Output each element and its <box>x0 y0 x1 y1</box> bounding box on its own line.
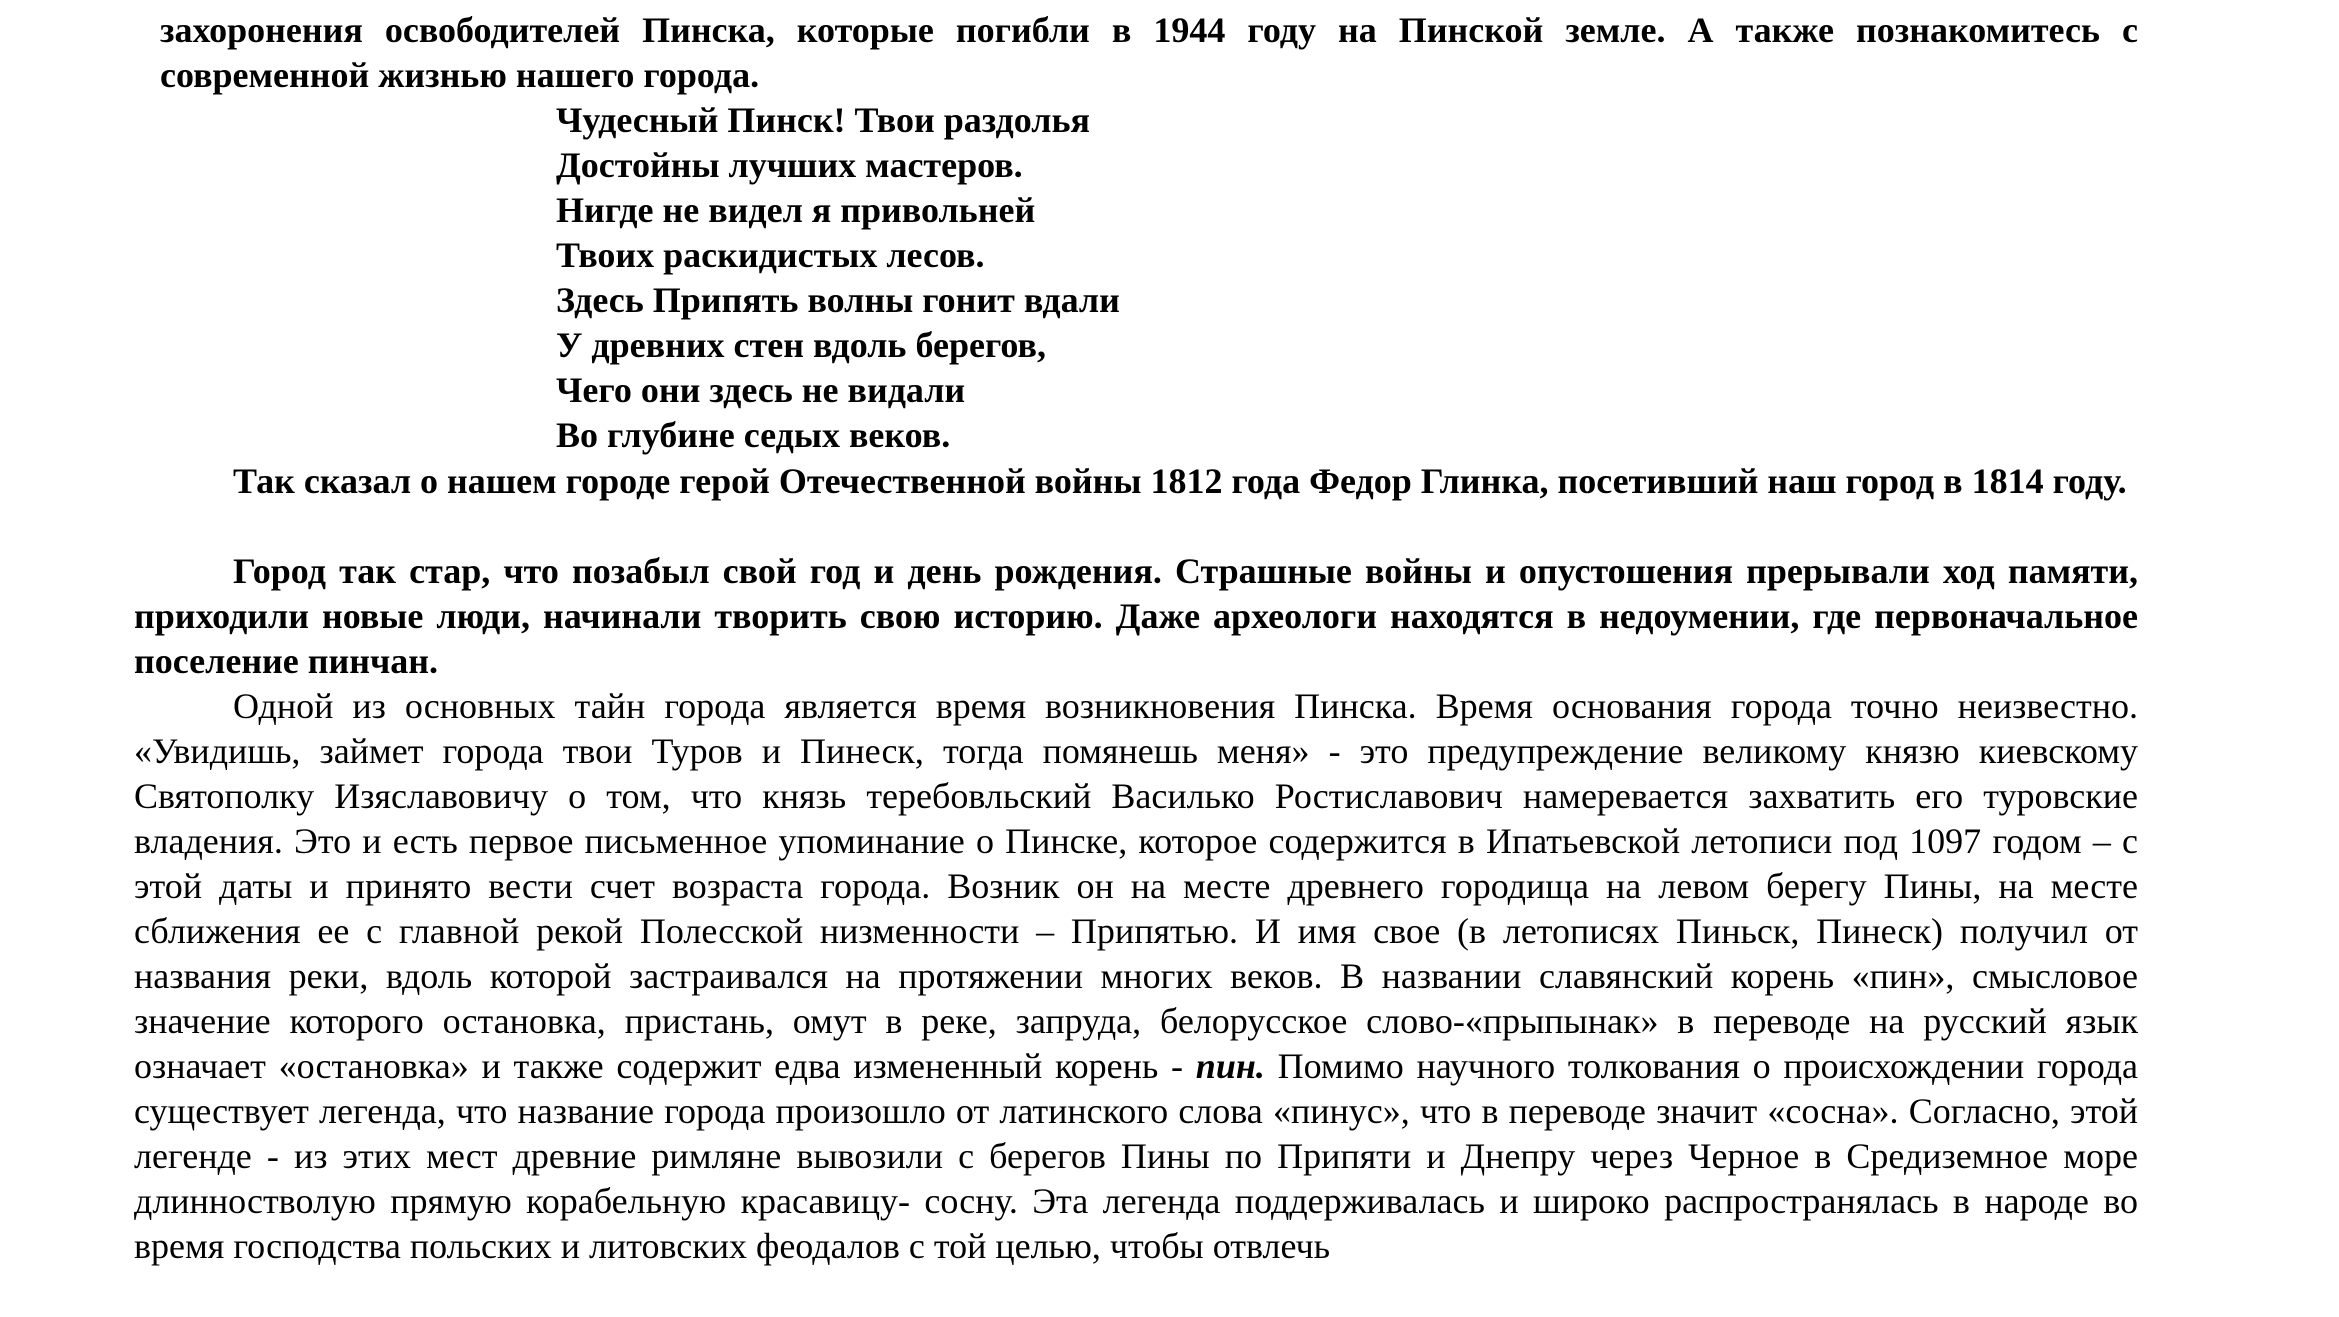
poem-line: Твоих раскидистых лесов. <box>556 235 985 275</box>
poem-block <box>556 98 1120 458</box>
history-text-before: Одной из основных тайн города является время возникновения Пинска. Время основания города точно неизвестно. «Увидишь, займет города твои Туров и Пинеск, тогда помянешь меня» - это предупреждение великому князю киевскому Святополку Изяславовичу о том, что князь теребовльский Василько Ростиславович намеревается захватить его туровские владения. Это и есть первое письменное упоминание о Пинске, которое содержится в Ипатьевской летописи под 1097 годом – с этой даты и принято вести счет возраста города. Возник он на месте древнего городища на левом берегу Пины, на месте сближения ее с главной рекой Полесской низменности – Припятью. И имя свое (в летописях Пиньск, Пинеск) получил от названия реки, вдоль которой застраивался на протяжении многих веков. В названии славянский корень «пин», смысловое значение которого остановка, пристань, омут в реке, запруда, белорусское слово-«прыпынак» в переводе на русский язык означает «остановка» и также содержит едва измененный корень - <box>134 686 2138 1086</box>
poem-line: У древних стен вдоль берегов, <box>556 325 1046 365</box>
poem-line: Чего они здесь не видали <box>556 370 966 410</box>
old-city-paragraph: Город так стар, что позабыл свой год и день рождения. Страшные войны и опустошения прерывали ход памяти, приходили новые люди, начинали творить свою историю. Даже археологи находятся в недоумении, где первоначальное поселение пинчан. <box>134 551 2138 681</box>
poem-line: Чудесный Пинск! Твои раздолья <box>556 100 1090 140</box>
poem-line: Здесь Припять волны гонит вдали <box>556 280 1120 320</box>
poem-line: Нигде не видел я привольней <box>556 190 1036 230</box>
history-text-after: Помимо научного толкования о происхождении города существует легенда, что название города произошло от латинского слова «пинус», что в переводе значит «сосна». Согласно, этой легенде - из этих мест древние римляне вывозили с берегов Пины по Припяти и Днепру через Черное в Средиземное море длинностволую прямую корабельную красавицу- сосну. Эта легенда поддерживалась и широко распространялась в народе во время господства польских и литовских феодалов с той целью, чтобы отвлечь <box>134 1046 2139 1266</box>
intro-paragraph: захоронения освободителей Пинска, которые погибли в 1944 году на Пинской земле. А также познакомитесь с современной жизнью нашего города. <box>160 10 2138 95</box>
glinka-paragraph: Так сказал о нашем городе герой Отечественной войны 1812 года Федор Глинка, посетивший наш город в 1814 году. <box>233 461 2127 501</box>
poem-line: Достойны лучших мастеров. <box>556 145 1023 185</box>
history-paragraph <box>134 684 2138 1269</box>
history-emphasis: пин. <box>1195 1046 1265 1086</box>
poem-line: Во глубине седых веков. <box>556 415 951 455</box>
